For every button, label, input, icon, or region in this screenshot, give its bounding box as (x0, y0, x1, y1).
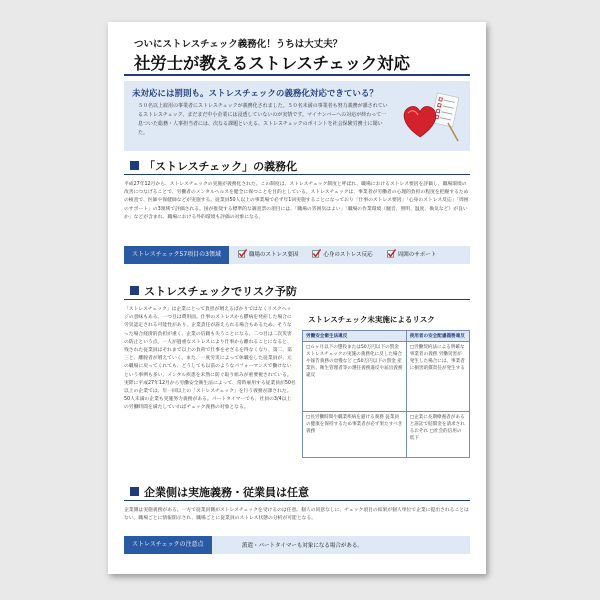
risk-table (302, 330, 470, 458)
domain-check-item (312, 249, 372, 258)
kicker-text: ついにストレスチェック義務化！うちは大丈夫？ (134, 39, 343, 50)
table-row (303, 412, 470, 458)
domain-check-label: 周囲のサポート (397, 251, 437, 258)
table-cell: □企業に長期療養者があると訴訟で賠償金を請求されるおそれ □社会的信用の低下 (406, 412, 469, 458)
intro-heading: 未対応には罰則も。ストレスチェックの義務化対応できている？ (132, 89, 378, 99)
title-rule (124, 74, 470, 76)
red-check-icon (387, 249, 396, 258)
domain-check-item (238, 249, 298, 258)
table-header: 使用者の安全配慮義務違反 (406, 331, 469, 342)
page-title: 社労士が教えるストレスチェック対応 (134, 54, 410, 73)
risk-table-title: ストレスチェック未実施によるリスク (308, 315, 435, 324)
domain-check-label: 職場のストレス要因 (249, 251, 299, 258)
domain-check-item (387, 249, 437, 258)
section-heading-obligation (124, 158, 470, 174)
three-domain-bar (124, 246, 470, 264)
caution-bar (124, 536, 470, 554)
section-mark-icon (130, 487, 139, 496)
section3-heading-text: 企業側は実施義務・従業員は任意 (144, 486, 309, 499)
table-cell: □労働契約法による明確な事業者の義務 労働災害が発生した場合には、事業者に損害賠償責任が発生する (406, 342, 469, 412)
table-cell: □長労働時間や職業疾病を避ける義務 従業員の健康を保持するため事業者が必ず果たすべき義務 (303, 412, 407, 458)
red-check-icon (238, 249, 247, 258)
section-heading-mandatory (124, 484, 470, 500)
section-rule (124, 500, 470, 501)
table-cell: □６ヶ月以下の懲役または50万円以下の罰金 ストレスチェックの実施の義務化に反した場合や報告義務の怠慢など □50万円以下の罰金 産業医、衛生管理者等の選任義務違反や届出義務違反 (303, 342, 407, 412)
table-header-row (303, 331, 470, 342)
intro-body: ５０名以上雇用の事業者にストレスチェックが義務化されました。５０名未満の事業者も努力義務が課されているストレスチェック、まだまだ中小企業には浸透していないのが実情です。マイナンバーへの対応が終わって一息ついた総務・人事担当者には、次なる課題といえる、ストレスチェックのポイントを社会保険労務士に聞いた。 (138, 103, 388, 136)
section2-heading-text: ストレスチェックでリスク予防 (144, 285, 297, 298)
section1-body: 平成27年12月から、ストレスチェックの実施が義務化された。この制度は、ストレスチェック制度と呼ばれ、職場におけるストレス要因を評価し、職場環境の改善につなげることで、労働者のメンタルヘルスを健全に保つことを目的としている。ストレスチェックは、事業者が労働者の心理的負担の程度を把握するための検査で、医師や保健師などが実施する。従業員50人以上の事業場で必ず年1回実施することになっており「仕事のストレス要因」「心身のストレス反応」「周囲のサポート」の3領域で評価される。国が推奨する標準的な調査票の項目には、「職場の雰囲気はよい」「職場の作業環境（騒音、照明、温度、換気など）が良いか」などが含まれ、職場における外的環境も評価の対象になる。 (124, 182, 469, 220)
section-rule (124, 299, 470, 300)
document-page (108, 22, 486, 574)
section-rule (124, 174, 470, 175)
three-domain-label: ストレスチェック57項目の3領域 (124, 246, 229, 264)
table-header: 労働安全衛生法違反 (303, 331, 407, 342)
red-check-icon (312, 249, 321, 258)
heart-checklist-icon (396, 89, 462, 145)
section1-heading-text: 「ストレスチェック」の義務化 (144, 160, 298, 173)
caution-label: ストレスチェックの注意点 (124, 536, 212, 554)
section2-body: 「ストレスチェック」は企業にとって負担が増えるばかりではなくリスクヘッジの意味もある。一つ目は費用面。仕事のストレスから鬱病を発症した場合に労災認定される可能性があり、企業責任が訴えられる場合もあるため、そうなった場合経済的負担が重く、企業の信頼も失うことになる。二つ目は二次災害の防止という点。一人が過重なストレスにより仕事から離れることになると、残された従業員はそれまで以上の負荷で仕事をせざるを得なくなり、第二、第三と、離脱者が増えていく。また、一度労災によって休職をした従業員が、元の職場に戻ってくれても、どうしても以前のようなパフォーマンスで働けないという事例も多い。メンタル疾患を未然に防ぐ取り組みが重要視されている。実際に平成27年12月から労働安全衛生法によって、常時雇用する従業員が50名以上の企業では、年一回以上の「ストレスチェック」を行う義務が課された。50人未満の企業も実施努力義務がある。パートタイマーでも、社員の3/4以上の労働時間を満たしていればチェック義務の対象となる。 (124, 307, 296, 411)
section3-body: 企業側は実施義務がある。一方で従業員側がストレスチェックを受けるのは任意。個人の同意なしに、チェック項目の結果が個人単位で企業に提出されることはない。職場ごとに情報開示され、職場ごとに従業員のストレス状態の分析が可能となる。 (124, 508, 469, 522)
section-mark-icon (130, 286, 139, 295)
caution-note: 派遣・パートタイマーも対象になる場合がある。 (242, 543, 363, 549)
intro-box (124, 81, 470, 151)
section-mark-icon (130, 161, 139, 170)
table-row (303, 342, 470, 412)
section-heading-risk (124, 283, 470, 299)
domain-check-label: 心身のストレス反応 (323, 251, 373, 258)
domain-checks (238, 249, 436, 258)
